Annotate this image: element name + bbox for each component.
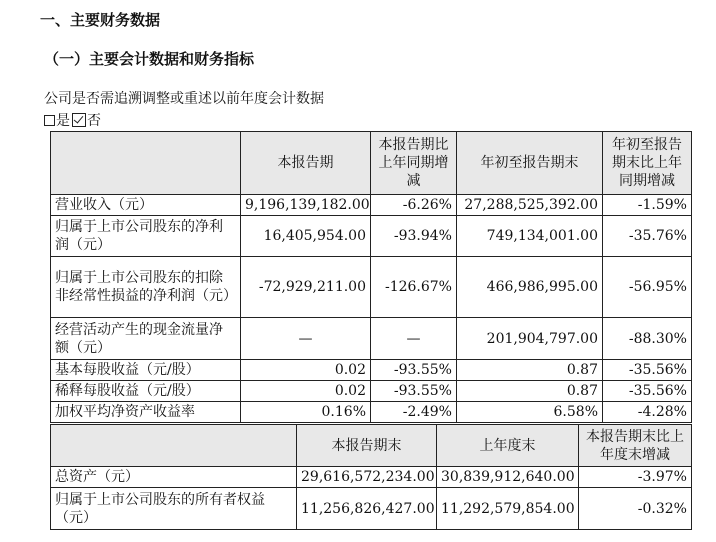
current-change: — xyxy=(371,318,457,360)
period-end-value: 29,616,572,234.00 xyxy=(297,467,437,488)
header-cell-blank xyxy=(51,425,297,467)
header-cell-ytd: 年初至报告期末 xyxy=(457,132,603,195)
table-row xyxy=(51,216,692,257)
header-cell-ytd-change: 年初至报告期末比上年同期增减 xyxy=(603,132,692,195)
table-row xyxy=(51,257,692,318)
subsection-heading: （一）主要会计数据和财务指标 xyxy=(44,50,255,68)
current-change: -93.94% xyxy=(371,216,457,257)
current-change: -93.55% xyxy=(371,360,457,381)
current-change: -93.55% xyxy=(371,381,457,402)
row-label: 总资产（元） xyxy=(51,467,297,488)
ytd-change: -35.56% xyxy=(603,381,692,402)
ytd-change: -56.95% xyxy=(603,257,692,318)
table-row xyxy=(51,318,692,360)
header-cell-period-end: 本报告期末 xyxy=(297,425,437,467)
table-header-row xyxy=(51,132,692,195)
ytd-value: 27,288,525,392.00 xyxy=(457,195,603,216)
header-cell-prior-year-end: 上年度末 xyxy=(437,425,579,467)
row-label: 归属于上市公司股东的扣除非经常性损益的净利润（元） xyxy=(51,257,241,318)
row-label: 经营活动产生的现金流量净额（元） xyxy=(51,318,241,360)
table-row xyxy=(51,402,692,423)
ytd-value: 749,134,001.00 xyxy=(457,216,603,257)
ytd-value: 466,986,995.00 xyxy=(457,257,603,318)
ytd-change: -88.30% xyxy=(603,318,692,360)
header-cell-current-change: 本报告期比上年同期增减 xyxy=(371,132,457,195)
ytd-change: -35.56% xyxy=(603,360,692,381)
row-label: 营业收入（元） xyxy=(51,195,241,216)
ytd-value: 0.87 xyxy=(457,360,603,381)
choice-no-label: 否 xyxy=(87,113,101,129)
row-label: 稀释每股收益（元/股） xyxy=(51,381,241,402)
checked-box-icon xyxy=(72,113,86,127)
table-row xyxy=(51,381,692,402)
ytd-value: 0.87 xyxy=(457,381,603,402)
change-value: -0.32% xyxy=(579,488,692,530)
restatement-choice xyxy=(44,110,101,132)
header-cell-blank xyxy=(51,132,241,195)
ytd-change: -35.76% xyxy=(603,216,692,257)
table-row xyxy=(51,360,692,381)
row-label: 归属于上市公司股东的净利润（元） xyxy=(51,216,241,257)
current-value: -72,929,211.00 xyxy=(241,257,371,318)
row-label: 基本每股收益（元/股） xyxy=(51,360,241,381)
current-change: -126.67% xyxy=(371,257,457,318)
current-value: 9,196,139,182.00 xyxy=(241,195,371,216)
current-value: — xyxy=(241,318,371,360)
period-end-value: 11,256,826,427.00 xyxy=(297,488,437,530)
section-heading: 一、主要财务数据 xyxy=(40,11,161,29)
prior-year-end-value: 11,292,579,854.00 xyxy=(437,488,579,530)
ytd-change: -4.28% xyxy=(603,402,692,423)
ytd-value: 201,904,797.00 xyxy=(457,318,603,360)
table-header-row xyxy=(51,425,692,467)
row-label: 加权平均净资产收益率 xyxy=(51,402,241,423)
balance-data-table xyxy=(50,424,692,530)
ytd-change: -1.59% xyxy=(603,195,692,216)
current-value: 16,405,954.00 xyxy=(241,216,371,257)
current-value: 0.16% xyxy=(241,402,371,423)
current-value: 0.02 xyxy=(241,381,371,402)
table-row xyxy=(51,467,692,488)
table-row xyxy=(51,195,692,216)
row-label: 归属于上市公司股东的所有者权益（元） xyxy=(51,488,297,530)
current-change: -2.49% xyxy=(371,402,457,423)
header-cell-change: 本报告期末比上年度末增减 xyxy=(579,425,692,467)
prior-year-end-value: 30,839,912,640.00 xyxy=(437,467,579,488)
key-accounting-data-table xyxy=(50,131,692,423)
restatement-question: 公司是否需追溯调整或重述以前年度会计数据 xyxy=(44,91,324,107)
current-value: 0.02 xyxy=(241,360,371,381)
header-cell-current-period: 本报告期 xyxy=(241,132,371,195)
unchecked-box-icon xyxy=(44,115,55,126)
change-value: -3.97% xyxy=(579,467,692,488)
ytd-value: 6.58% xyxy=(457,402,603,423)
current-change: -6.26% xyxy=(371,195,457,216)
table-row xyxy=(51,488,692,530)
choice-yes-label: 是 xyxy=(56,113,70,129)
